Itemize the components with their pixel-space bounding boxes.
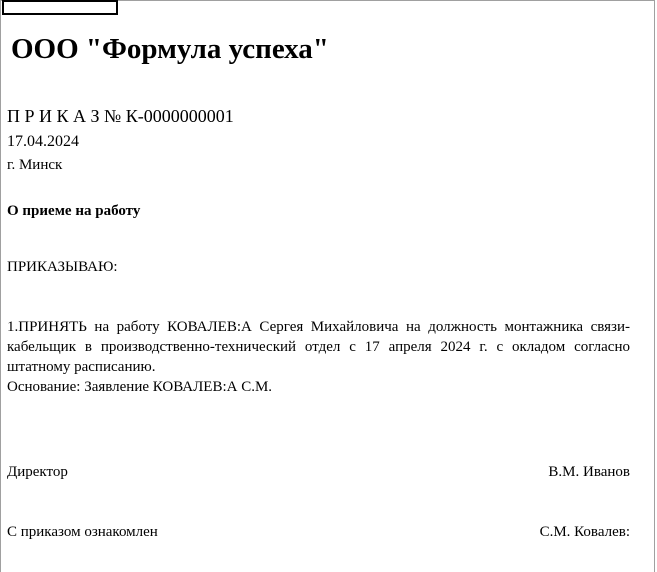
- director-label: Директор: [7, 464, 68, 480]
- director-name: В.М. Иванов: [548, 464, 630, 480]
- order-date: 17.04.2024: [7, 133, 79, 150]
- order-subject: О приеме на работу: [7, 203, 141, 219]
- order-word: ПРИКАЗЫВАЮ:: [7, 259, 118, 275]
- top-box: [2, 0, 118, 15]
- order-body: [7, 317, 630, 397]
- acknowledged-name: С.М. Ковалев:: [539, 524, 630, 540]
- order-title: П Р И К А З № К-0000000001: [7, 106, 234, 126]
- order-item-1: 1.ПРИНЯТЬ на работу КОВАЛЕВ:А Сергея Михайловича на должность монтажника связи-кабельщик в производственно-технический отдел с 17 апреля 2024 г. с окладом согласно штатному расписанию.: [7, 319, 630, 375]
- city: г. Минск: [7, 157, 63, 173]
- order-basis: Основание: Заявление КОВАЛЕВ:А С.М.: [7, 379, 273, 395]
- company-name: ООО "Формула успеха": [11, 33, 329, 65]
- acknowledged-label: С приказом ознакомлен: [7, 524, 158, 540]
